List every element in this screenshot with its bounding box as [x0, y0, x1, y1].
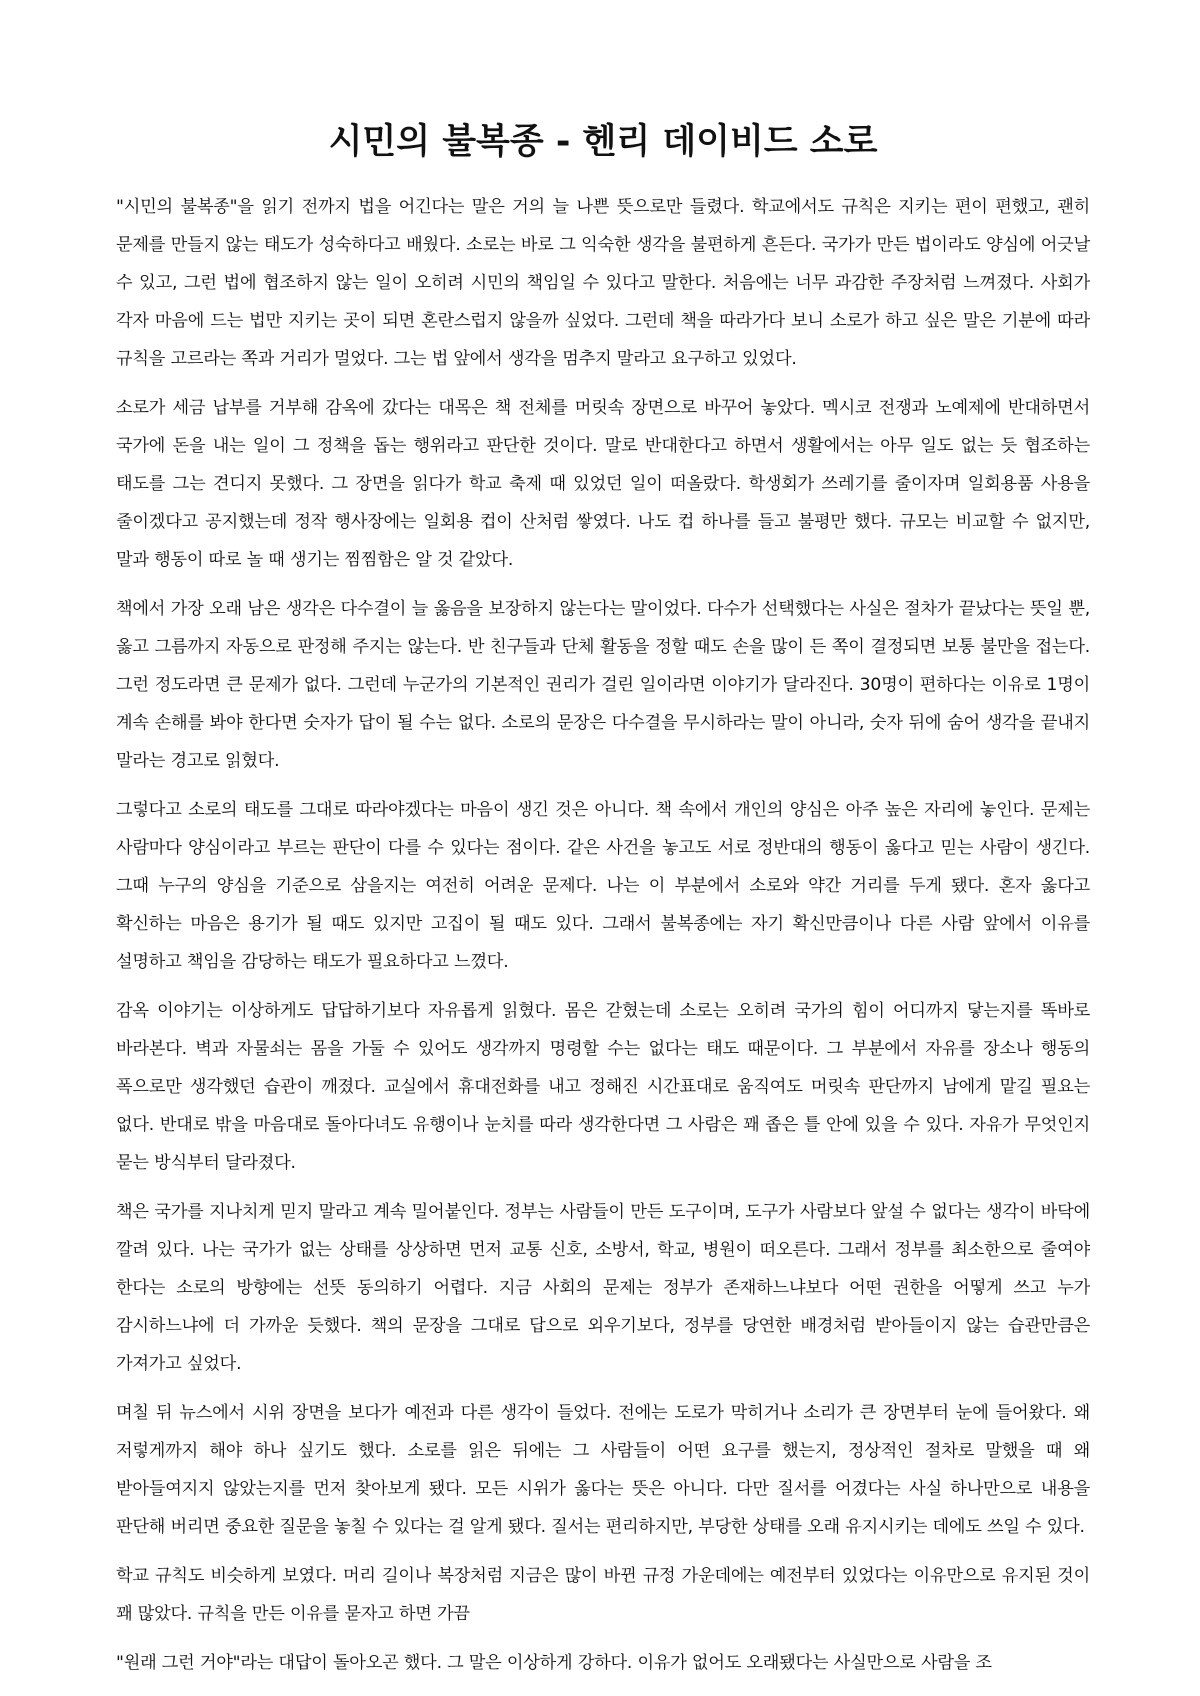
document-title: 시민의 불복종 - 헨리 데이비드 소로	[328, 122, 878, 162]
paragraph: "원래 그런 거야"라는 대답이 돌아오곤 했다. 그 말은 이상하게 강하다. 이유가 없어도 오래됐다는 사실만으로 사람을 조	[116, 1653, 992, 1673]
paragraph: "시민의 불복종"을 읽기 전까지 법을 어긴다는 말은 거의 늘 나쁜 뜻으로만 들렸다. 학교에서도 규칙은 지키는 편이 편했고, 괜히 문제를 만들지 않는 태도가 성숙하다고 배웠다. 소로는 바로 그 익숙한 생각을 불편하게 흔든다. 국가가 만든 법이라도 양심에 어긋날 수 있고, 그런 법에 협조하지 않는 일이 오히려 시민의 책임일 수 있다고 말한다. 처음에는 너무 과감한 주장처럼 느껴졌다. 사회가 각자 마음에 드는 법만 지키는 곳이 되면 혼란스럽지 않을까 싶었다. 그런데 책을 따라가다 보니 소로가 하고 싶은 말은 기분에 따라 규칙을 고르라는 쪽과 거리가 멀었다. 그는 법 앞에서 생각을 멈추지 말라고 요구하고 있었다.	[116, 197, 1090, 369]
paragraph: 감옥 이야기는 이상하게도 답답하기보다 자유롭게 읽혔다. 몸은 갇혔는데 소로는 오히려 국가의 힘이 어디까지 닿는지를 똑바로 바라본다. 벽과 자물쇠는 몸을 가둘 수 있어도 생각까지 명령할 수는 없다는 태도 때문이다. 그 부분에서 자유를 장소나 행동의 폭으로만 생각했던 습관이 깨졌다. 교실에서 휴대전화를 내고 정해진 시간표대로 움직여도 머릿속 판단까지 남에게 맡길 필요는 없다. 반대로 밖을 마음대로 돌아다녀도 유행이나 눈치를 따라 생각한다면 그 사람은 꽤 좁은 틀 안에 있을 수 있다. 자유가 무엇인지 묻는 방식부터 달라졌다.	[116, 1001, 1090, 1173]
paragraph: 책에서 가장 오래 남은 생각은 다수결이 늘 옳음을 보장하지 않는다는 말이었다. 다수가 선택했다는 사실은 절차가 끝났다는 뜻일 뿐, 옳고 그름까지 자동으로 판정해 주지는 않는다. 반 친구들과 단체 활동을 정할 때도 손을 많이 든 쪽이 결정되면 보통 불만을 접는다. 그런 정도라면 큰 문제가 없다. 그런데 누군가의 기본적인 권리가 걸린 일이라면 이야기가 달라진다. 30명이 편하다는 이유로 1명이 계속 손해를 봐야 한다면 숫자가 답이 될 수는 없다. 소로의 문장은 다수결을 무시하라는 말이 아니라, 숫자 뒤에 숨어 생각을 끝내지 말라는 경고로 읽혔다.	[116, 599, 1090, 771]
paragraph: 학교 규칙도 비슷하게 보였다. 머리 길이나 복장처럼 지금은 많이 바뀐 규정 가운데에는 예전부터 있었다는 이유만으로 유지된 것이 꽤 많았다. 규칙을 만든 이유를 묻자고 하면 가끔	[116, 1566, 1090, 1624]
paragraph: 소로가 세금 납부를 거부해 감옥에 갔다는 대목은 책 전체를 머릿속 장면으로 바꾸어 놓았다. 멕시코 전쟁과 노예제에 반대하면서 국가에 돈을 내는 일이 그 정책을 돕는 행위라고 판단한 것이다. 말로 반대한다고 하면서 생활에서는 아무 일도 없는 듯 협조하는 태도를 그는 견디지 못했다. 그 장면을 읽다가 학교 축제 때 있었던 일이 떠올랐다. 학생회가 쓰레기를 줄이자며 일회용품 사용을 줄이겠다고 공지했는데 정작 행사장에는 일회용 컵이 산처럼 쌓였다. 나도 컵 하나를 들고 불평만 했다. 규모는 비교할 수 없지만, 말과 행동이 따로 놀 때 생기는 찜찜함은 알 것 같았다.	[116, 398, 1090, 570]
paragraph: 그렇다고 소로의 태도를 그대로 따라야겠다는 마음이 생긴 것은 아니다. 책 속에서 개인의 양심은 아주 높은 자리에 놓인다. 문제는 사람마다 양심이라고 부르는 판단이 다를 수 있다는 점이다. 같은 사건을 놓고도 서로 정반대의 행동이 옳다고 믿는 사람이 생긴다. 그때 누구의 양심을 기준으로 삼을지는 여전히 어려운 문제다. 나는 이 부분에서 소로와 약간 거리를 두게 됐다. 혼자 옳다고 확신하는 마음은 용기가 될 때도 있지만 고집이 될 때도 있다. 그래서 불복종에는 자기 확신만큼이나 다른 사람 앞에서 이유를 설명하고 책임을 감당하는 태도가 필요하다고 느꼈다.	[116, 800, 1090, 972]
paragraph: 책은 국가를 지나치게 믿지 말라고 계속 밀어붙인다. 정부는 사람들이 만든 도구이며, 도구가 사람보다 앞설 수 없다는 생각이 바닥에 깔려 있다. 나는 국가가 없는 상태를 상상하면 먼저 교통 신호, 소방서, 학교, 병원이 떠오른다. 그래서 정부를 최소한으로 줄여야 한다는 소로의 방향에는 선뜻 동의하기 어렵다. 지금 사회의 문제는 정부가 존재하느냐보다 어떤 권한을 어떻게 쓰고 누가 감시하느냐에 더 가까운 듯했다. 책의 문장을 그대로 답으로 외우기보다, 정부를 당연한 배경처럼 받아들이지 않는 습관만큼은 가져가고 싶었다.	[116, 1202, 1090, 1374]
paragraph: 며칠 뒤 뉴스에서 시위 장면을 보다가 예전과 다른 생각이 들었다. 전에는 도로가 막히거나 소리가 큰 장면부터 눈에 들어왔다. 왜 저렇게까지 해야 하나 싶기도 했다. 소로를 읽은 뒤에는 그 사람들이 어떤 요구를 했는지, 정상적인 절차로 말했을 때 왜 받아들여지지 않았는지를 먼저 찾아보게 됐다. 모든 시위가 옳다는 뜻은 아니다. 다만 질서를 어겼다는 사실 하나만으로 내용을 판단해 버리면 중요한 질문을 놓칠 수 있다는 걸 알게 됐다. 질서는 편리하지만, 부당한 상태를 오래 유지시키는 데에도 쓰일 수 있다.	[116, 1403, 1090, 1537]
